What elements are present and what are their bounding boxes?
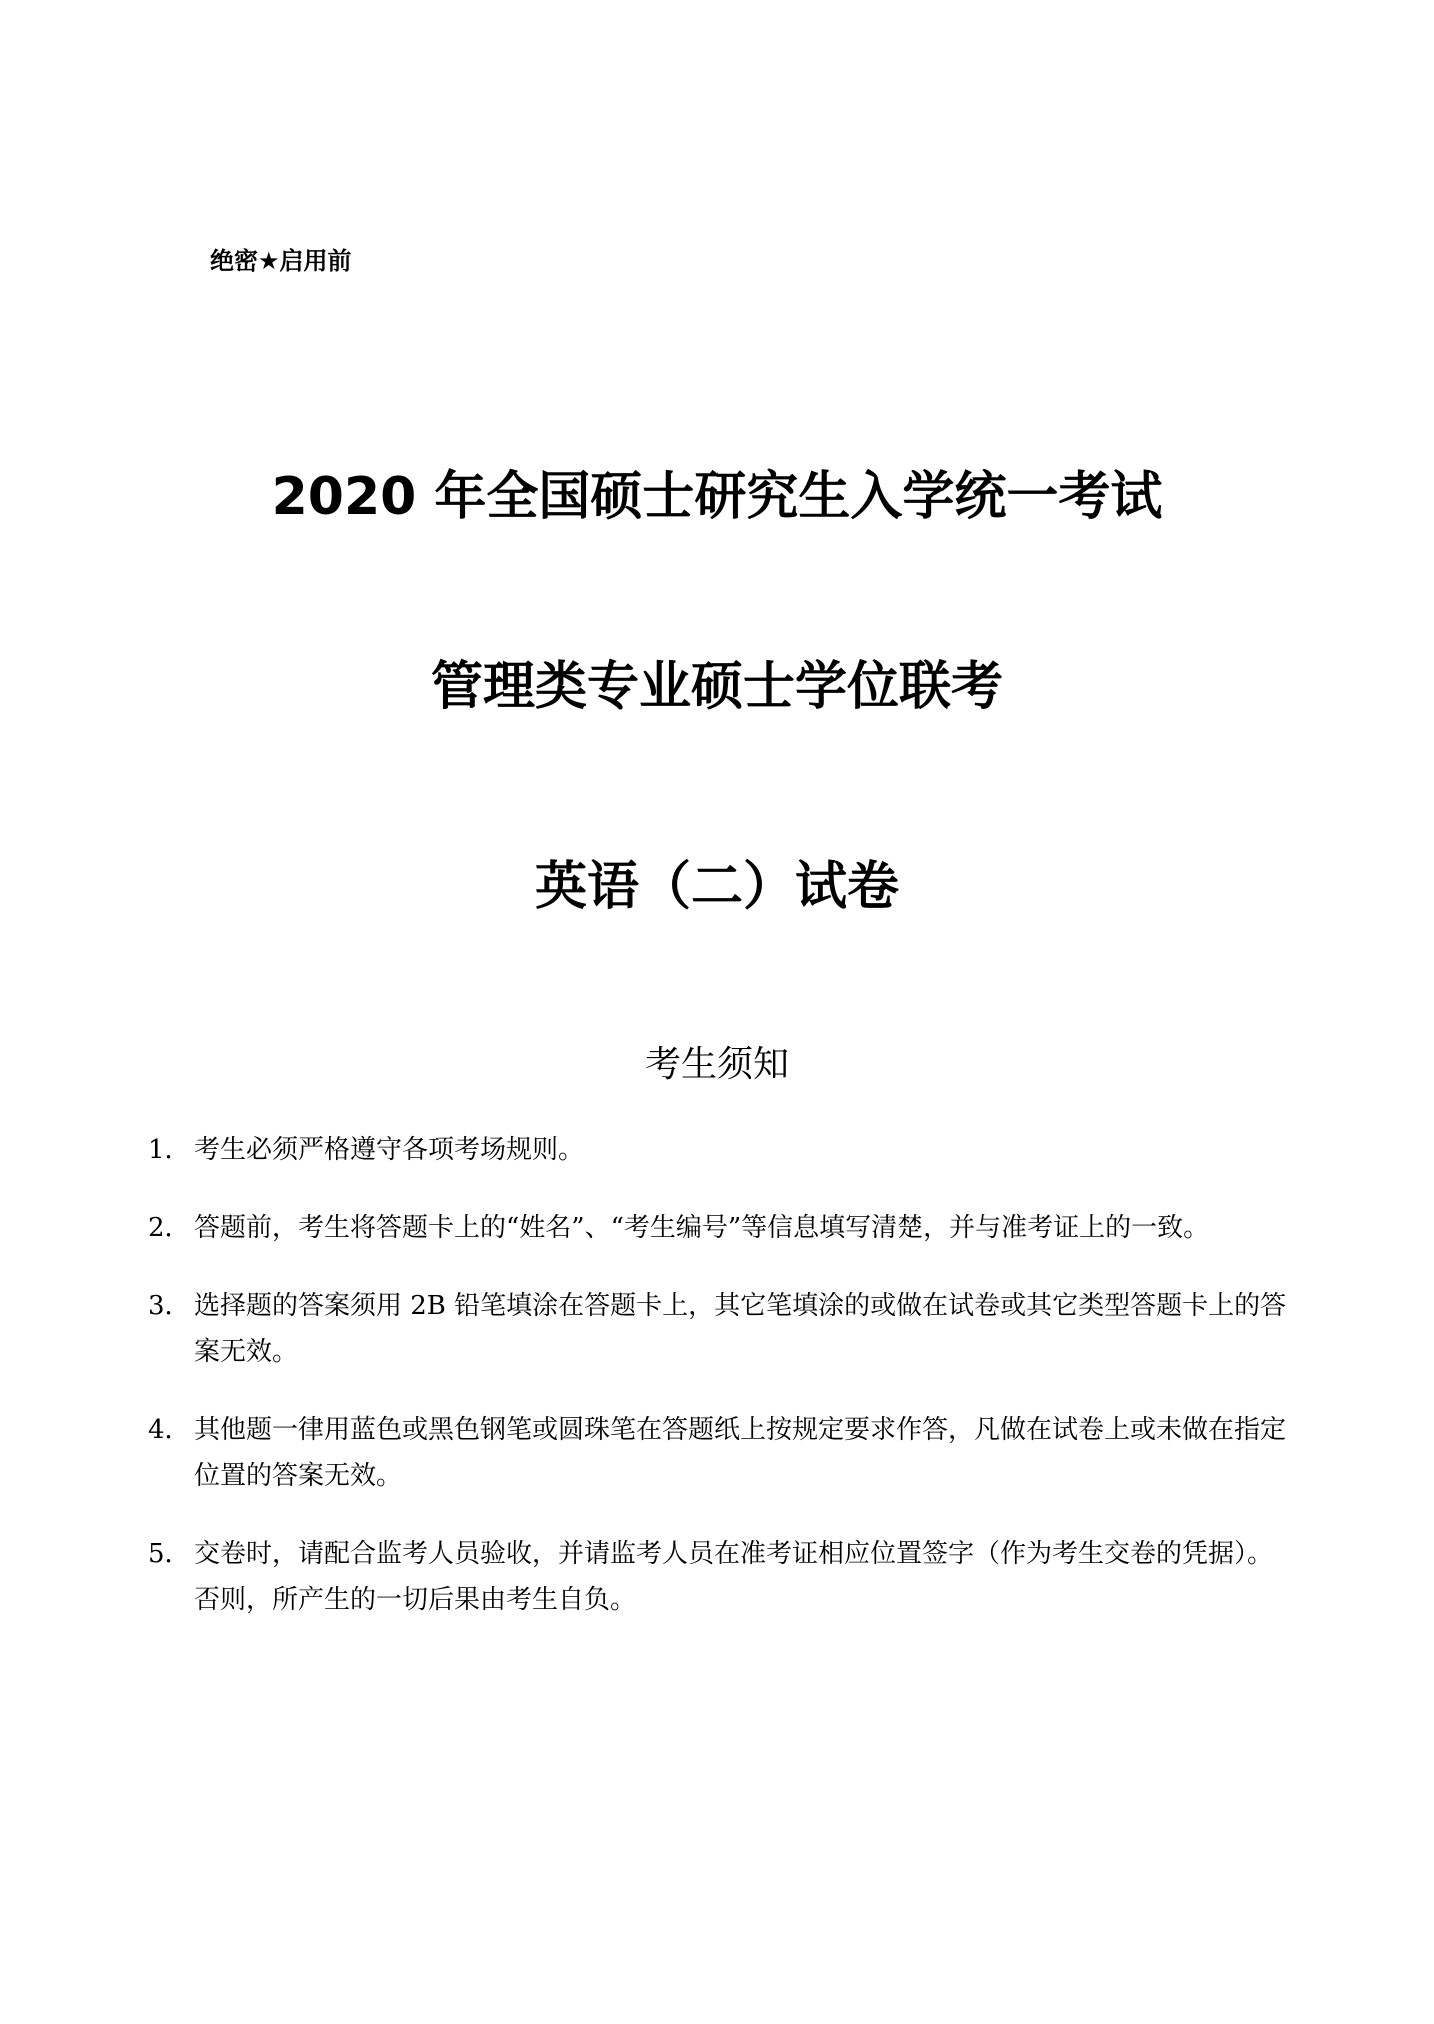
classification-label: 绝密★启用前 bbox=[210, 247, 352, 275]
paper-title: 英语（二）试卷 bbox=[534, 857, 899, 917]
instruction-number: 1． bbox=[148, 1135, 191, 1165]
instruction-item bbox=[148, 1407, 1288, 1499]
instruction-number: 2． bbox=[148, 1213, 191, 1243]
instruction-item bbox=[148, 1205, 1288, 1251]
instruction-item bbox=[148, 1127, 1288, 1173]
instruction-number: 5． bbox=[148, 1539, 191, 1569]
instruction-text: 考生必须严格遵守各项考场规则。 bbox=[194, 1135, 585, 1165]
instruction-number: 3． bbox=[148, 1291, 191, 1321]
instruction-number: 4． bbox=[148, 1415, 191, 1445]
notice-heading: 考生须知 bbox=[644, 1044, 789, 1085]
instruction-text: 交卷时，请配合监考人员验收，并请监考人员在准考证相应位置签字（作为考生交卷的凭据）。否则，所产生的一切后果由考生自负。 bbox=[194, 1539, 1274, 1615]
instruction-item bbox=[148, 1531, 1288, 1623]
instruction-item bbox=[148, 1283, 1288, 1375]
instruction-text: 选择题的答案须用 2B 铅笔填涂在答题卡上，其它笔填涂的或做在试卷或其它类型答题卡上的答案无效。 bbox=[194, 1291, 1287, 1367]
instruction-text: 答题前，考生将答题卡上的“姓名”、“考生编号”等信息填写清楚，并与准考证上的一致。 bbox=[194, 1213, 1210, 1243]
exam-title: 2020 年全国硕士研究生入学统一考试 bbox=[271, 467, 1163, 527]
instruction-text: 其他题一律用蓝色或黑色钢笔或圆珠笔在答题纸上按规定要求作答，凡做在试卷上或未做在指定位置的答案无效。 bbox=[194, 1415, 1287, 1491]
exam-subtitle: 管理类专业硕士学位联考 bbox=[430, 657, 1003, 717]
instructions-list bbox=[148, 1127, 1288, 1655]
